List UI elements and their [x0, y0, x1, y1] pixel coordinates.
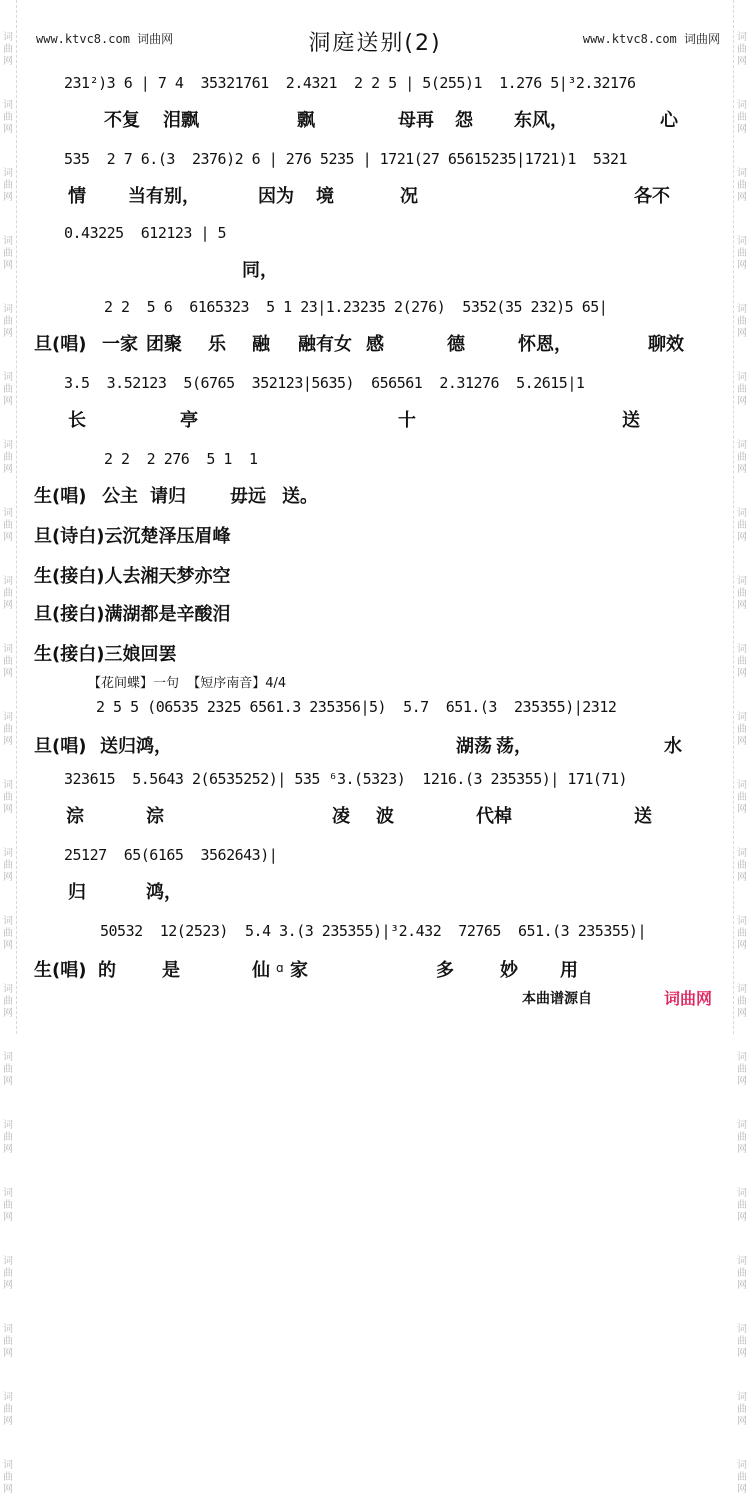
lyric-word: 毋远 [230, 486, 266, 507]
lyric-word: 送 [634, 806, 652, 827]
lyric-word: 当有别， [128, 186, 200, 207]
role-label: 旦(唱) [34, 736, 87, 757]
side-watermark: 词曲网 [3, 508, 13, 543]
side-watermark: 词曲网 [3, 1188, 13, 1223]
page-title: 洞庭送别(2) [308, 31, 442, 56]
side-watermark: 词曲网 [3, 576, 13, 611]
lyric-word: 请归 [150, 486, 186, 507]
lyric-word: 公主 [102, 486, 138, 507]
side-watermark: 词曲网 [3, 372, 13, 407]
lyric-word: 情 [68, 186, 86, 207]
lyric-word: 送。 [282, 486, 318, 507]
dialogue-line [34, 522, 230, 548]
lyric-word: 不复 [104, 110, 140, 131]
lyric-word: 飘 [297, 110, 315, 131]
side-watermark: 词曲网 [737, 1324, 747, 1359]
lyric-word: 乐 [208, 334, 226, 355]
lyric-word: 母再 [398, 110, 434, 131]
side-watermark: 词曲网 [3, 304, 13, 339]
dialogue-text: 满湖都是辛酸泪 [104, 604, 231, 625]
lyric-word: 的 [98, 960, 116, 981]
lyric-word: 十 [398, 410, 416, 431]
side-watermark: 词曲网 [737, 780, 747, 815]
side-watermark: 词曲网 [737, 576, 747, 611]
lyric-word: 怀恩， [518, 334, 572, 355]
side-watermark: 词曲网 [737, 508, 747, 543]
lyric-word: 鸿， [146, 882, 182, 903]
role-label: 旦(诗白) [34, 526, 105, 547]
dialogue-text: 云沉楚泽压眉峰 [104, 526, 231, 547]
dialogue-text: 人去湘天梦亦空 [104, 566, 231, 587]
lyric-word: 亭 [180, 410, 198, 431]
role-label: 旦(唱) [34, 334, 87, 355]
side-watermark: 词曲网 [3, 1256, 13, 1291]
side-watermark: 词曲网 [3, 916, 13, 951]
side-watermark: 词曲网 [3, 712, 13, 747]
dialogue-line [34, 600, 230, 626]
lyric-word: 德 [447, 334, 465, 355]
lyric-word: 融有女 [298, 334, 352, 355]
role-label: 生(唱) [34, 486, 87, 507]
lyric-row [0, 106, 750, 130]
lyric-row [0, 330, 750, 354]
lyric-word: 归 [68, 882, 86, 903]
side-watermark: 词曲网 [737, 1392, 747, 1427]
notation-row: 3.5 3.52123 5(6765 352123|5635) 656561 2.31276 5.2615|1 [64, 374, 585, 392]
lyric-word: 荡， [496, 736, 532, 757]
site-watermark-left: www.ktvc8.com 词曲网 [36, 32, 174, 46]
side-watermark: 词曲网 [737, 32, 747, 67]
side-watermark: 词曲网 [3, 1460, 13, 1495]
side-watermark: 词曲网 [3, 1120, 13, 1155]
side-watermark: 词曲网 [737, 712, 747, 747]
lyric-word: 淙 [66, 806, 84, 827]
lyric-word: 多 [436, 960, 454, 981]
lyric-word: 况 [400, 186, 418, 207]
site-watermark-right: www.ktvc8.com 词曲网 [582, 32, 720, 46]
lyric-word: 妙 [500, 960, 518, 981]
lyric-word: 融 [252, 334, 270, 355]
side-watermark: 词曲网 [3, 1052, 13, 1087]
lyric-word: 淙 [146, 806, 164, 827]
lyric-row [0, 802, 750, 826]
side-watermark: 词曲网 [737, 1188, 747, 1223]
role-label: 生(接白) [34, 566, 105, 587]
side-watermark: 词曲网 [737, 304, 747, 339]
notation-row: 231²)3 6 | 7 4 35321761 2.4321 2 2 5 | 5(255)1 1.276 5|³2.32176 [64, 74, 636, 92]
role-label: 生(接白) [34, 644, 105, 665]
dialogue-text: 三娘回罢 [104, 644, 177, 665]
side-watermark: 词曲网 [737, 644, 747, 679]
footer-logo[interactable]: 词曲网 [664, 989, 713, 1008]
lyric-row [0, 956, 750, 980]
side-watermark: 词曲网 [737, 1120, 747, 1155]
lyric-row [0, 256, 750, 280]
lyric-word: ɑ [276, 961, 284, 975]
lyric-word: 同， [242, 260, 278, 281]
side-watermark: 词曲网 [737, 1256, 747, 1291]
lyric-row [0, 878, 750, 902]
role-label: 生(唱) [34, 960, 87, 981]
lyric-row [0, 406, 750, 430]
lyric-word: 用 [560, 960, 578, 981]
side-watermark: 词曲网 [737, 1460, 747, 1495]
footer-source: 本曲谱源自 [522, 991, 592, 1007]
side-watermark: 词曲网 [3, 168, 13, 203]
tune-annotation: 【花间蝶】一句 【短序南音】4/4 [88, 676, 287, 691]
notation-row: 323615 5.5643 2(6535252)| 535 ⁶3.(5323) 1216.(3 235355)| 171(71) [64, 770, 628, 788]
notation-row: 50532 12(2523) 5.4 3.(3 235355)|³2.432 72765 651.(3 235355)| [100, 922, 646, 940]
lyric-word: 家 [290, 960, 308, 981]
lyric-word: 团聚 [146, 334, 182, 355]
lyric-word: 怨 [455, 110, 473, 131]
dialogue-line [34, 640, 176, 666]
side-watermark: 词曲网 [737, 372, 747, 407]
lyric-word: 泪飘 [163, 110, 199, 131]
side-watermark: 词曲网 [737, 984, 747, 1019]
lyric-word: 东风， [514, 110, 568, 131]
lyric-word: 仙 [252, 960, 270, 981]
lyric-word: 感 [366, 334, 384, 355]
lyric-word: 聊效 [648, 334, 684, 355]
lyric-word: 湖荡 [456, 736, 492, 757]
notation-row: 2 2 5 6 6165323 5 1 23|1.23235 2(276) 5352(35 232)5 65| [104, 298, 608, 316]
side-watermark: 词曲网 [737, 100, 747, 135]
notation-row: 2 2 2 276 5 1 1 [104, 450, 258, 468]
side-watermark: 词曲网 [737, 168, 747, 203]
lyric-word: 各不 [634, 186, 670, 207]
lyric-word: 心 [660, 110, 678, 131]
side-watermark: 词曲网 [737, 1052, 747, 1087]
role-label: 旦(接白) [34, 604, 105, 625]
dialogue-line [34, 562, 230, 588]
notation-row: 535 2 7 6.(3 2376)2 6 | 276 5235 | 1721(27 65615235|1721)1 5321 [64, 150, 628, 168]
lyric-word: 境 [316, 186, 334, 207]
side-watermark: 词曲网 [3, 32, 13, 67]
lyric-row [0, 482, 750, 506]
lyric-word: 凌 [332, 806, 350, 827]
side-watermark: 词曲网 [3, 984, 13, 1019]
side-watermark: 词曲网 [3, 236, 13, 271]
side-watermark: 词曲网 [737, 916, 747, 951]
notation-row: 2 5 5 (06535 2325 6561.3 235356|5) 5.7 651.(3 235355)|2312 [96, 698, 617, 716]
lyric-word: 一家 [102, 334, 138, 355]
lyric-word: 水 [664, 736, 682, 757]
lyric-word: 送 [622, 410, 640, 431]
notation-row: 0.43225 612123 | 5 [64, 224, 227, 242]
lyric-word: 是 [162, 960, 180, 981]
lyric-word: 波 [376, 806, 394, 827]
side-watermark: 词曲网 [3, 848, 13, 883]
notation-row: 25127 65(6165 3562643)| [64, 846, 278, 864]
side-watermark: 词曲网 [3, 644, 13, 679]
lyric-row [0, 732, 750, 756]
side-watermark: 词曲网 [737, 236, 747, 271]
lyric-word: 送归鸿， [100, 736, 172, 757]
side-watermark: 词曲网 [3, 780, 13, 815]
side-watermark: 词曲网 [3, 100, 13, 135]
lyric-row [0, 182, 750, 206]
side-watermark: 词曲网 [3, 1324, 13, 1359]
side-watermark: 词曲网 [737, 848, 747, 883]
side-watermark: 词曲网 [3, 1392, 13, 1427]
lyric-word: 因为 [258, 186, 294, 207]
lyric-word: 长 [68, 410, 86, 431]
side-watermark: 词曲网 [737, 440, 747, 475]
lyric-word: 代棹 [476, 806, 512, 827]
side-watermark: 词曲网 [3, 440, 13, 475]
